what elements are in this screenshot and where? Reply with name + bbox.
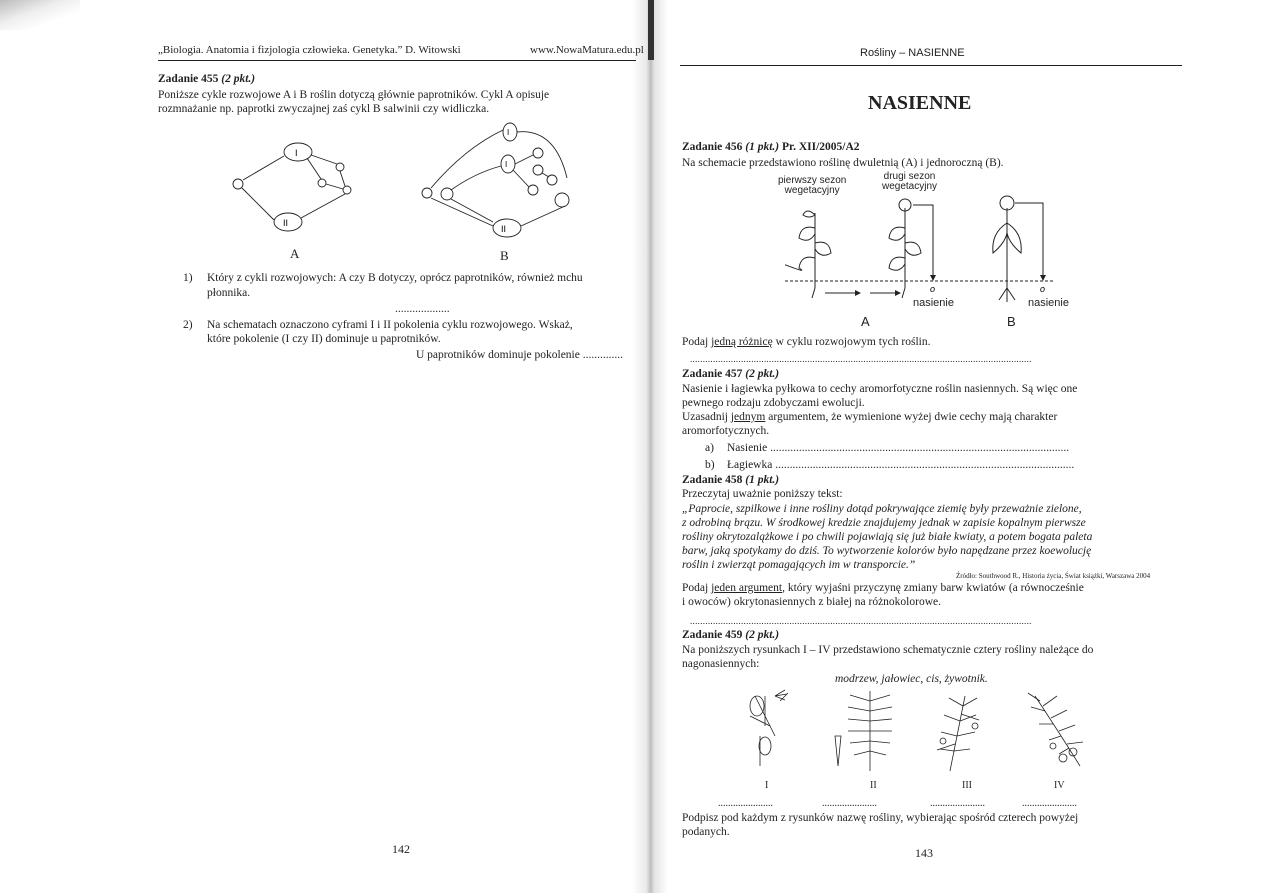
conifer-answer-3: ...................... — [930, 798, 985, 809]
label-second-season-1: drugi sezon — [883, 171, 936, 182]
task455-heading — [158, 72, 255, 86]
right-header: Rośliny – NASIENNE — [860, 47, 965, 59]
conifer-label-2: II — [870, 780, 877, 791]
seed-label-a: nasienie — [913, 297, 954, 309]
task457-line3-pre: Uzasadnij — [682, 411, 728, 423]
task456-ref: Pr. XII/2005/A2 — [782, 141, 860, 153]
task456-question-post: w cyklu rozwojowym tych roślin. — [775, 336, 931, 348]
task459-instruction-2: podanych. — [682, 826, 730, 838]
right-page-number: 143 — [915, 846, 933, 860]
diagram-a-label: A — [290, 246, 300, 261]
task458-question-underlined: jeden argument — [711, 582, 783, 594]
conifer-label-4: IV — [1054, 780, 1065, 791]
task459-line1: Na poniższych rysunkach I – IV przedstawiono schematycznie cztery rośliny należące do — [682, 644, 1094, 656]
task458-source: Źródło: Southwood R., Historia życia, Świat książki, Warszawa 2004 — [956, 572, 1151, 580]
q1-number: 1) — [183, 272, 193, 284]
task457-b-answer: Łagiewka ........................................................................................................ — [727, 459, 1075, 471]
task458-question — [682, 581, 1084, 595]
cycle-diagram-a — [225, 130, 365, 240]
task456-points: (1 pkt.) — [745, 141, 780, 153]
task459-instruction-1: Podpisz pod każdym z rysunków nazwę rośliny, wybierając spośród czterech powyżej — [682, 812, 1079, 824]
task456-question-pre: Podaj — [682, 336, 709, 348]
task457-line3 — [682, 410, 1057, 424]
task457-line2: pewnego rodzaju zdobyczami ewolucji. — [682, 397, 865, 409]
conifer-answer-2: ...................... — [822, 798, 877, 809]
task456-question-underlined: jedną różnicę — [711, 336, 773, 348]
section-title: NASIENNE — [868, 92, 972, 114]
task455-text-1: Poniższe cykle rozwojowe A i B roślin dotyczą głównie paprotników. Cykl A opisuje — [158, 89, 550, 101]
left-page-number: 142 — [392, 842, 410, 856]
task456-question — [682, 335, 931, 349]
conifer-drawing-1 — [750, 690, 788, 766]
task459-species-list: modrzew, jałowiec, cis, żywotnik. — [835, 673, 988, 685]
task458-heading — [682, 473, 779, 487]
right-header-rule — [680, 65, 1182, 66]
task456-title: Zadanie 456 — [682, 141, 743, 153]
task458-quote-5: roślin i zwierząt pomagających im w transporcie.” — [682, 559, 916, 571]
q1-answer-line: ................... — [395, 303, 450, 315]
task459-title: Zadanie 459 — [682, 629, 743, 641]
task458-question-2: i owoców) okrytonasiennych z białej na różnokolorowe. — [682, 596, 941, 608]
task458-question-pre: Podaj — [682, 582, 709, 594]
conifer-drawings — [735, 686, 1185, 781]
diagram-a-gen1: I — [295, 148, 298, 158]
task458-intro: Przeczytaj uważnie poniższy tekst: — [682, 488, 843, 500]
conifer-answer-1: ...................... — [718, 798, 773, 809]
left-header-rule — [158, 60, 636, 61]
q2-answer-line: U paprotników dominuje pokolenie .............. — [416, 349, 623, 361]
task456-heading — [682, 140, 860, 154]
q2-number: 2) — [183, 319, 193, 331]
task459-line2: nagonasiennych: — [682, 658, 760, 670]
task457-a-answer: Nasienie ........................................................................................................ — [727, 442, 1070, 454]
task456-answer-line: ...................................................................................................................................... — [690, 354, 1032, 364]
task458-points: (1 pkt.) — [745, 474, 780, 486]
diagram-b-gen2: II — [501, 224, 507, 234]
task455-points: (2 pkt.) — [221, 73, 256, 85]
left-header-url: www.NowaMatura.edu.pl — [530, 44, 644, 56]
q1-text-2: płonnika. — [207, 287, 251, 299]
task457-points: (2 pkt.) — [745, 368, 780, 380]
task458-quote-3: rośliny okrytozalążkowe i po chwili pojawiają się już białe kwiaty, a potem bogata paleta — [682, 531, 1093, 543]
diagram-b-label: B — [500, 248, 509, 263]
task457-line3-post: argumentem, że wymienione wyżej dwie cechy mają charakter — [768, 411, 1058, 423]
q2-text-1: Na schematach oznaczono cyframi I i II pokolenia cyklu rozwojowego. Wskaż, — [207, 319, 573, 331]
conifer-drawing-2 — [835, 691, 892, 771]
conifer-drawing-4 — [1028, 693, 1083, 766]
task457-line1: Nasienie i łagiewka pyłkowa to cechy aromorfotyczne roślin nasiennych. Są więc one — [682, 383, 1078, 395]
plant-lifecycle-figure — [785, 193, 1055, 311]
task457-heading — [682, 367, 779, 381]
cycle-diagram-b — [415, 118, 585, 243]
task457-title: Zadanie 457 — [682, 368, 743, 380]
label-first-season-2: wegetacyjny — [784, 185, 840, 196]
conifer-label-3: III — [962, 780, 972, 791]
task456-text: Na schemacie przedstawiono roślinę dwuletnią (A) i jednoroczną (B). — [682, 157, 1004, 169]
task455-text-2: rozmnażanie np. paprotki zwyczajnej zaś cykl B salwinii czy widliczka. — [158, 103, 490, 115]
task458-title: Zadanie 458 — [682, 474, 743, 486]
q1-text-1: Który z cykli rozwojowych: A czy B dotyczy, oprócz paprotników, również mchu — [207, 272, 583, 284]
task458-quote-2: z odrobiną brązu. W środkowej kredzie znajdujemy jednak w zapisie kopalnym pierwsze — [682, 517, 1086, 529]
conifer-answer-4: ...................... — [1022, 798, 1077, 809]
task457-a-label: a) — [705, 442, 714, 454]
task458-question-post: , który wyjaśni przyczynę zmiany barw kwiatów (a równocześnie — [782, 582, 1084, 594]
task455-title: Zadanie 455 — [158, 73, 219, 85]
task457-b-label: b) — [705, 459, 715, 471]
label-second-season — [882, 172, 937, 192]
figure-label-b: B — [1007, 314, 1016, 329]
seed-label-b: nasienie — [1028, 297, 1069, 309]
seed-symbol-a: o — [930, 284, 936, 294]
label-second-season-2: wegetacyjny — [882, 181, 938, 192]
task458-answer-line: ...................................................................................................................................... — [690, 616, 1032, 626]
figure-label-a: A — [861, 314, 870, 329]
task459-points: (2 pkt.) — [745, 629, 780, 641]
diagram-b-gen1b: I — [505, 160, 508, 169]
task458-quote-1: „Paprocie, szpilkowe i inne rośliny dotąd pokrywające ziemię były przeważnie zielone, — [682, 503, 1082, 515]
right-page — [650, 0, 1263, 893]
seed-symbol-b: o — [1040, 284, 1046, 294]
diagram-a-gen2: II — [283, 218, 289, 228]
task457-line3-underlined: jednym — [730, 411, 766, 423]
task459-heading — [682, 628, 779, 642]
label-first-season-1: pierwszy sezon — [778, 175, 847, 186]
conifer-label-1: I — [765, 780, 769, 791]
left-header-title: „Biologia. Anatomia i fizjologia człowieka. Genetyka.” D. Witowski — [158, 44, 461, 56]
conifer-drawing-3 — [937, 696, 979, 771]
task457-line4: aromorfotycznych. — [682, 425, 770, 437]
diagram-b-gen1a: I — [507, 128, 510, 137]
q2-text-2: które pokolenie (I czy II) dominuje u paprotników. — [207, 333, 441, 345]
task458-quote-4: barw, jaką spotykamy do dziś. To wytworzenie kolorów było napędzane przez koewolucję — [682, 545, 1092, 557]
